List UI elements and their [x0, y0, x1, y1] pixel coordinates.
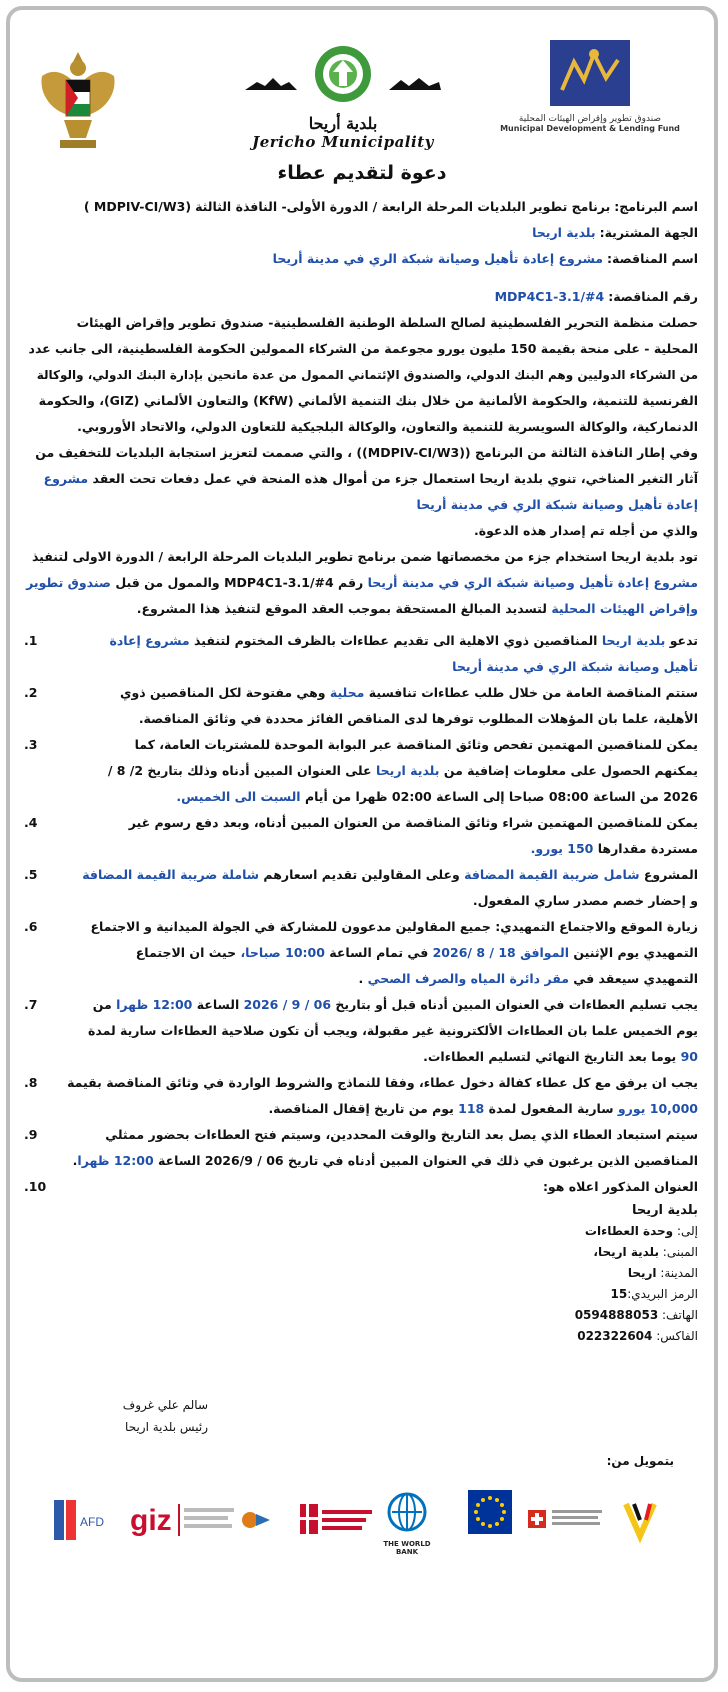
intro-line: من الشركاء الدوليين وهم البنك الدولي، والصندوق الإئتماني الممول من عدة مانحين بإدارة البنك الدولي، والوكالة: [36, 368, 698, 382]
condition-line: العنوان المذكور اعلاه هو:: [542, 1179, 698, 1194]
address-city: المدينة: اريحا: [627, 1266, 698, 1280]
giz-text: giz: [130, 1504, 172, 1537]
address-to: إلى: وحدة العطاءات: [584, 1224, 698, 1238]
address-block: [26, 1200, 698, 1347]
condition-item: [26, 628, 698, 680]
condition-line: المشروع شامل ضريبة القيمة المضافة وعلى المقاولين تقديم اسعارهم شاملة ضريبة القيمة المضافة: [82, 867, 698, 882]
condition-item: [26, 1174, 698, 1200]
condition-line: يمكنهم الحصول على معلومات إضافية من بلدية اريحا على العنوان المبين أدناه وذلك بتاريخ 2/ 8 /: [107, 763, 698, 778]
allocation-paragraph: [26, 544, 698, 622]
window-project-name: إعادة تأهيل وصيانة شبكة الري في مدينة أريحا: [416, 497, 698, 512]
condition-line: و إحضار خصم مصدر ساري المفعول.: [472, 893, 698, 908]
condition-item: [26, 862, 698, 914]
intro-line: المحلية - على منحة بقيمة 150 مليون يورو مجوعمة من الشركاء الممولين الحكومة الفلسطينية، الى جانب عدد: [28, 341, 698, 356]
belgium-logo: [620, 1490, 670, 1554]
conditions-list: [26, 628, 698, 1200]
signature-block: [48, 1394, 208, 1438]
eu-flag-logo: [468, 1490, 512, 1538]
tender-number-line: [26, 284, 698, 310]
funded-by-label: بتمويل من:: [606, 1454, 674, 1468]
condition-number: 1.: [24, 633, 38, 648]
tender-value: مشروع إعادة تأهيل وصيانة شبكة الري في مدينة أريحا: [272, 251, 604, 266]
condition-number: 3.: [24, 737, 38, 752]
intro-line: حصلت منظمة التحرير الفلسطينية لصالح السلطة الوطنية الفلسطينية- صندوق تطوير وإقراض الهيئات: [76, 315, 698, 330]
signatory-role: رئيس بلدية اريحا: [125, 1420, 208, 1434]
tender-label: اسم المناقصة:: [607, 251, 698, 266]
logo-bar: [10, 30, 714, 150]
condition-line: يجب تسليم العطاءات في العنوان المبين أدناه قبل أو بتاريخ 06 / 9 / 2026 الساعة 12:00 ظهرا من: [92, 997, 698, 1012]
jericho-municipality-logo: [238, 42, 448, 152]
condition-number: 10.: [24, 1179, 47, 1194]
condition-item: [26, 914, 698, 992]
buyer-value: بلدية اريحا: [532, 225, 596, 240]
condition-line: يمكن للمناقصين المهتمين تفحص وثائق المناقصة عبر البوابة الموحدة للمشتريات العامة، كما: [134, 737, 698, 752]
condition-line: سيتم استبعاد العطاء الذي يصل بعد التاريخ والوقت المحددين، وسيتم فتح العطاءات بحضور ممثلي: [105, 1127, 698, 1142]
world-bank-text: THE WORLD BANK: [383, 1540, 431, 1556]
condition-line: يجب ان يرفق مع كل عطاء كفالة دخول عطاء، وفقا للنماذج والشروط الواردة في وثائق المناقصة بقيمة: [67, 1075, 698, 1090]
address-phone: الهاتف: 0594888053: [574, 1308, 698, 1322]
tender-number-label: رقم المناقصة:: [608, 289, 698, 304]
program-code: (MDPIV-CI/W3 ): [83, 199, 192, 214]
allocation-line: مشروع إعادة تأهيل وصيانة شبكة الري في مدينة أريحا رقم MDP4C1-3.1/#4 والممول من قبل صندوق تطوير: [26, 575, 698, 590]
palestine-eagle-logo: [36, 46, 120, 152]
afd-logo: [50, 1490, 110, 1554]
program-line: [26, 194, 698, 220]
svg-text:AFD: AFD: [80, 1515, 104, 1529]
condition-item: [26, 992, 698, 1070]
window-line: وفي إطار النافذة الثالثة من البرنامج ((MDPIV-CI/W3)) ، والتي صممت لتعزيز استجابة البلديات للتخفيف من: [35, 445, 698, 460]
condition-line: التمهيدي يوم الإثنين الموافق 18 / 8 /2026 في تمام الساعة 10:00 صباحا، حيث ان الاجتماع: [135, 945, 698, 960]
intro-line: الدنماركية، والوكالة السويسرية للتنمية والتعاون، والوكالة البلجيكية للتعاون الدولي، والاتحاد الأوروبي.: [77, 419, 698, 434]
tender-name-line: [26, 246, 698, 272]
allocation-line: تود بلدية اريحا استخدام جزء من مخصصاتها ضمن برنامج تطوير البلديات المرحلة الرابعة / الدورة الاولى لتنفيذ: [31, 549, 698, 564]
condition-number: 6.: [24, 919, 38, 934]
condition-line: المناقصين الذين يرغبون في ذلك في العنوان المبين أدناه في تاريخ 06 / 2026/9 الساعة 12:00 ظهرا.: [72, 1153, 698, 1168]
condition-line: تدعو بلدية اريحا المناقصين ذوي الاهلية الى تقديم عطاءات بالظرف المختوم لتنفيذ مشروع إعادة: [109, 633, 698, 648]
condition-item: [26, 732, 698, 810]
condition-number: 5.: [24, 867, 38, 882]
condition-number: 2.: [24, 685, 38, 700]
intro-paragraph: [26, 310, 698, 440]
condition-number: 8.: [24, 1075, 38, 1090]
condition-number: 7.: [24, 997, 38, 1012]
condition-line: زيارة الموقع والاجتماع التمهيدي: جميع المقاولين مدعوون للمشاركة في الجولة الميدانية و الاجتماع: [90, 919, 698, 934]
mdlf-arabic-name: صندوق تطوير وإقراض الهيئات المحلية: [518, 114, 662, 124]
condition-line: التمهيدي سيعقد في مقر دائرة المياه والصرف الصحي .: [358, 971, 698, 986]
condition-line: تأهيل وصيانة شبكة الري في مدينة أريحا: [452, 659, 698, 674]
condition-number: 9.: [24, 1127, 38, 1142]
mdlf-english-name: Municipal Development & Lending Fund: [500, 124, 680, 133]
announcement-body: [26, 160, 698, 1347]
window-paragraph: [26, 440, 698, 544]
intro-line: الفرنسية للتنمية، والحكومة الألمانية من خلال بنك التنمية الألماني (KfW) والتعاون الألماني (GIZ)، والحكومة: [38, 393, 698, 408]
address-org: بلدية اريحا: [631, 1203, 698, 1218]
address-building: المبنى: بلدية اريحا،: [593, 1245, 698, 1259]
condition-line: يوم الخميس علما بان العطاءات الألكترونية غير مقبولة، ويجب أن تكون صلاحية العطاءات سارية لمدة: [87, 1023, 698, 1038]
denmark-logo: [298, 1490, 378, 1554]
mdlf-logo: [480, 40, 700, 160]
signatory-name: سالم علي غروف: [122, 1398, 208, 1412]
condition-line: 2026 من الساعة 08:00 صباحا إلى الساعة 02:00 ظهرا من أيام السبت الى الخميس.: [176, 789, 698, 804]
buyer-label: الجهة المشترية:: [599, 225, 698, 240]
address-postal: الرمز البريدي:15: [610, 1287, 698, 1301]
window-line: آثار التغير المناخي، تنوي بلدية اريحا استعمال جزء من أموال هذه المنحة في عمل دفعات تحت العقد مشروع: [43, 471, 698, 486]
condition-line: الأهلية، علما بان المؤهلات المطلوب توفرها لدى المناقص الفائز محددة في وثائق المناقصة.: [138, 711, 698, 726]
condition-item: [26, 1070, 698, 1122]
program-label: اسم البرنامج:: [614, 199, 698, 214]
tender-number-value: MDP4C1-3.1/#4: [494, 289, 605, 304]
condition-item: [26, 810, 698, 862]
allocation-line: وإقراض الهيئات المحلية لتسديد المبالغ المستحقة بموجب العقد الموقع لتنفيذ هذا المشروع.: [136, 601, 698, 616]
condition-line: ستتم المناقصة العامة من خلال طلب عطاءات تنافسية محلية وهي مفتوحة لكل المناقصين ذوي: [119, 685, 698, 700]
donor-logos: [10, 1490, 714, 1610]
buyer-line: [26, 220, 698, 246]
municipality-arabic-name: بلدية أريحا: [308, 114, 378, 133]
condition-line: 10,000 يورو سارية المفعول لمدة 118 يوم من تاريخ إقفال المناقصة.: [268, 1101, 698, 1116]
condition-item: [26, 1122, 698, 1174]
page-title: دعوة لتقديم عطاء: [277, 162, 447, 184]
municipality-english-name: Jericho Municipality: [252, 133, 434, 151]
swiss-logo: [526, 1490, 616, 1554]
world-bank-logo: [372, 1490, 442, 1556]
announcement-frame: [6, 6, 718, 1682]
address-fax: الفاكس: 022322604: [577, 1329, 698, 1343]
condition-line: 90 يوما بعد التاريخ النهائي لتسليم العطاءات.: [423, 1049, 698, 1064]
condition-line: يمكن للمناقصين المهتمين شراء وثائق المناقصة من العنوان المبين أدناه، وبعد دفع رسوم غير: [128, 815, 698, 830]
condition-number: 4.: [24, 815, 38, 830]
condition-item: [26, 680, 698, 732]
program-value: برنامج تطوير البلديات المرحلة الرابعة / الدورة الأولى- النافذة الثالثة: [195, 199, 611, 214]
giz-logo: [128, 1490, 238, 1554]
kfw-logo: [236, 1490, 276, 1554]
window-line: والذي من أجله تم إصدار هذه الدعوة.: [473, 523, 698, 538]
condition-line: مستردة مقدارها 150 يورو.: [530, 841, 698, 856]
